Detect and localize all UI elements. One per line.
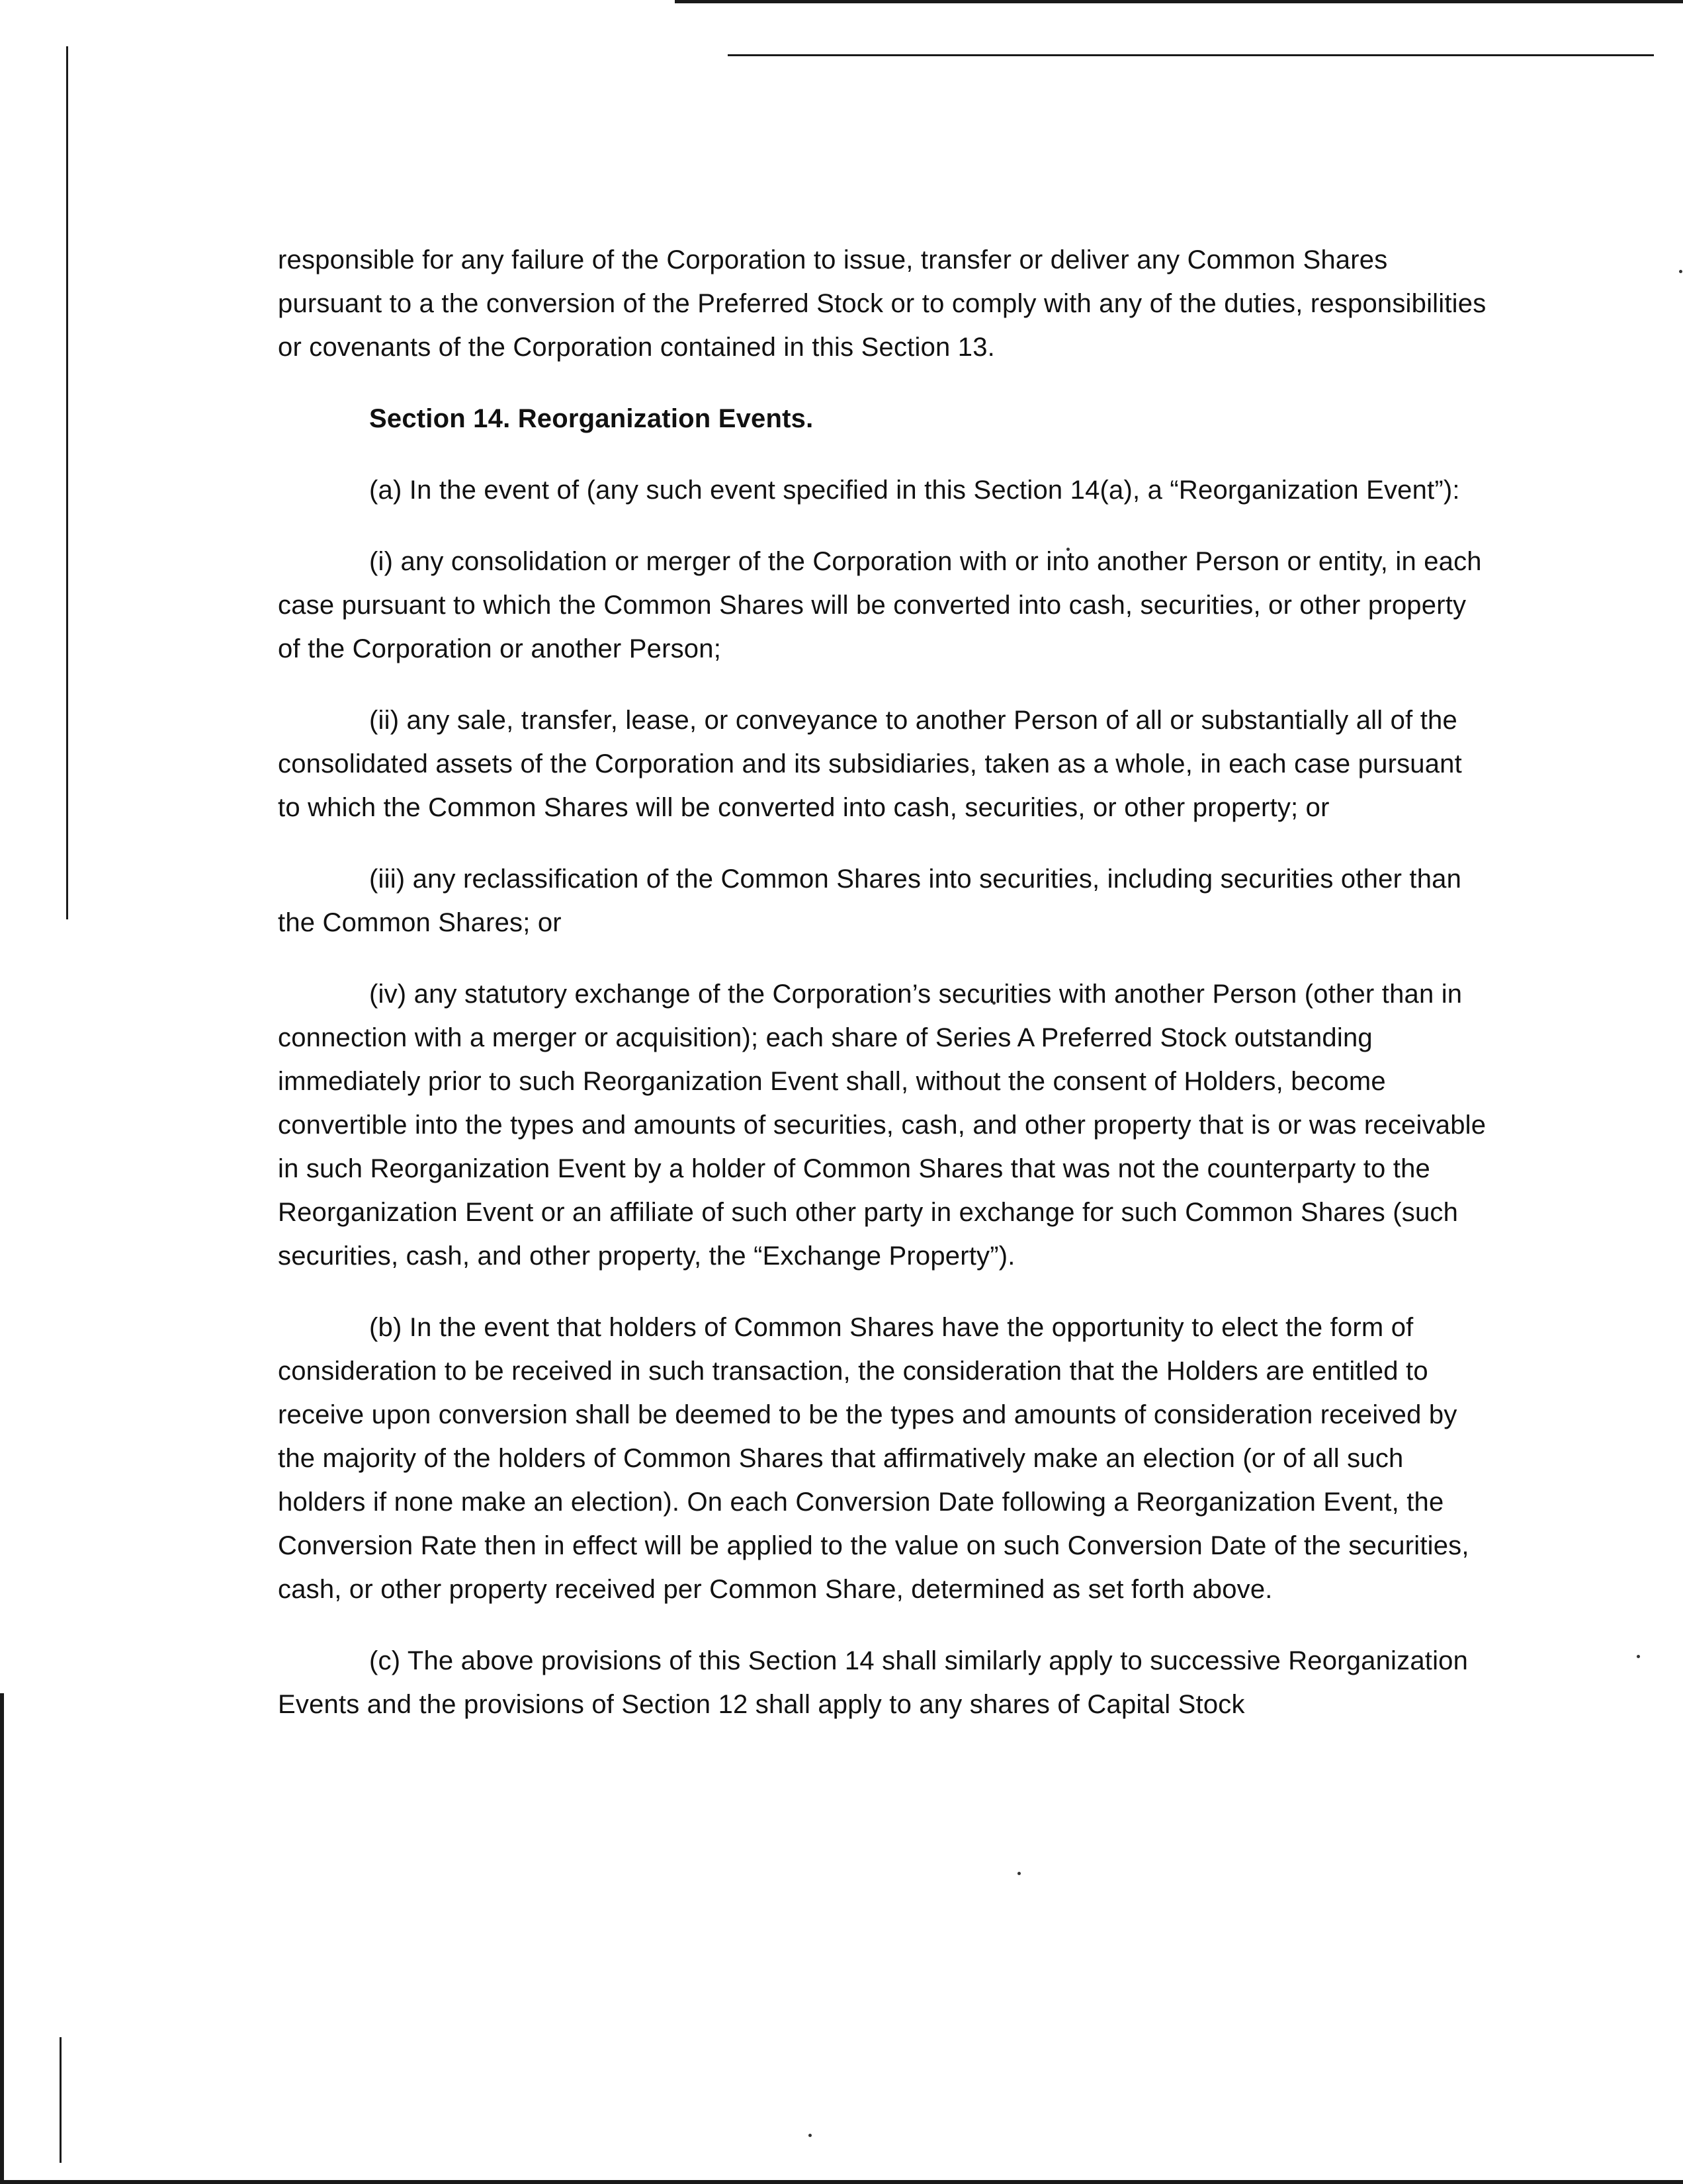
scan-left-page-edge	[0, 1693, 4, 2184]
paragraph-a-i: (i) any consolidation or merger of the Corporation with or into another Person or entity, in each case pursuant to which the Common Shares will be converted into cash, securities, or other property of the Corporation or another Person;	[278, 547, 1482, 663]
scan-speck	[1017, 1872, 1021, 1875]
scan-top-rule	[728, 54, 1654, 56]
scan-left-edge-mark-lower	[60, 2037, 62, 2163]
paragraph-a-iv: (iv) any statutory exchange of the Corporation’s securities with another Person (other than in connection with a merger or acquisition); each share of Series A Preferred Stock outstanding immediately prior to such Reorganization Event shall, without the consent of Holders, become convertible into the types and amounts of securities, cash, and other property that is or was receivable in such Reorganization Event by a holder of Common Shares that was not the counterparty to the Reorganization Event or an affiliate of such other party in exchange for such Common Shares (such securities, cash, and other property, the “Exchange Property”).	[278, 980, 1487, 1271]
scan-speck	[1679, 270, 1682, 273]
scan-top-border	[675, 0, 1683, 3]
section-heading: Section 14. Reorganization Events.	[369, 404, 814, 433]
scan-bottom-border	[0, 2180, 1683, 2184]
scan-speck	[1637, 1655, 1640, 1658]
continuation-paragraph: responsible for any failure of the Corporation to issue, transfer or deliver any Common Shares pursuant to a the conversion of the Preferred Stock or to comply with any of the duties, responsibilities or covenants of the Corporation contained in this Section 13.	[278, 245, 1487, 362]
scan-speck	[808, 2134, 812, 2137]
paragraph-a-ii: (ii) any sale, transfer, lease, or conveyance to another Person of all or substantially all of the consolidated assets of the Corporation and its subsidiaries, taken as a whole, in each case pursuant to which the Common Shares will be converted into cash, securities, or other property; or	[278, 706, 1462, 822]
scan-left-edge-mark	[66, 46, 68, 919]
paragraph-a-iii: (iii) any reclassification of the Common Shares into securities, including securities other than the Common Shares; or	[278, 864, 1462, 937]
paragraph-a: (a) In the event of (any such event specified in this Section 14(a), a “Reorganization Event”):	[369, 476, 1460, 505]
paragraph-b: (b) In the event that holders of Common Shares have the opportunity to elect the form of consideration to be received in such transaction, the consideration that the Holders are entitled to receive upon conversion shall be deemed to be the types and amounts of consideration received by the majority of the holders of Common Shares that affirmatively make an election (or of all such holders if none make an election). On each Conversion Date following a Reorganization Event, the Conversion Rate then in effect will be applied to the value on such Conversion Date of the securities, cash, or other property received per Common Share, determined as set forth above.	[278, 1313, 1469, 1604]
paragraph-c: (c) The above provisions of this Section 14 shall similarly apply to successive Reorganization Events and the provisions of Section 12 shall apply to any shares of Capital Stock	[278, 1646, 1469, 1719]
document-page	[278, 238, 1489, 1754]
